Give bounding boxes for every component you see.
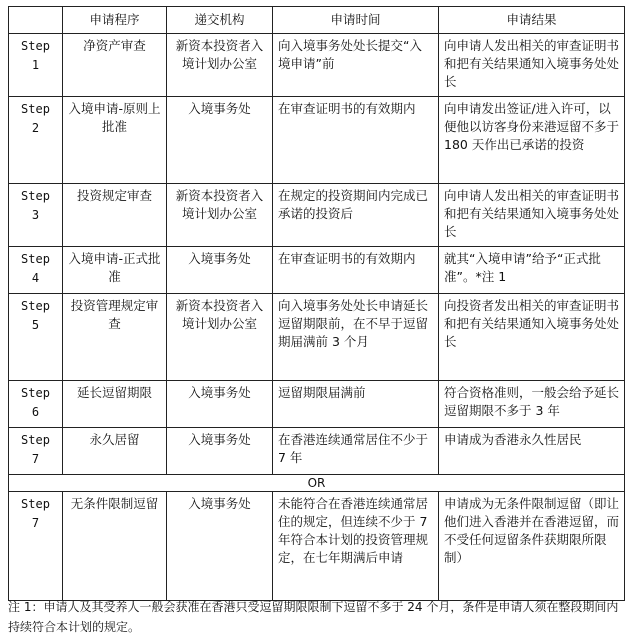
table-row [9, 97, 625, 184]
procedure-cell: 延长逗留期限 [63, 381, 167, 428]
step-cell: Step 2 [9, 97, 63, 184]
time-cell: 逗留期限届满前 [273, 381, 439, 428]
header-time: 申请时间 [273, 7, 439, 34]
table-row [9, 294, 625, 381]
agency-cell: 新资本投资者入境计划办公室 [167, 34, 273, 97]
time-cell: 向入境事务处处长提交“入境申请”前 [273, 34, 439, 97]
header-procedure: 申请程序 [63, 7, 167, 34]
step-cell: Step 1 [9, 34, 63, 97]
time-cell: 向入境事务处处长申请延长逗留期限前，在不早于逗留期届满前 3 个月 [273, 294, 439, 381]
result-cell: 申请成为香港永久性居民 [439, 428, 625, 475]
application-steps-table [8, 6, 625, 601]
procedure-cell: 投资规定审查 [63, 184, 167, 247]
procedure-cell: 入境申请-原则上批准 [63, 97, 167, 184]
table-row [9, 184, 625, 247]
step-cell: Step 6 [9, 381, 63, 428]
footnote: 注 1：申请人及其受养人一般会获准在香港只受逗留期限限制下逗留不多于 24 个月，条件是申请人须在整段期间内持续符合本计划的规定。 [8, 600, 619, 634]
result-cell: 向投资者发出相关的审查证明书和把有关结果通知入境事务处处长 [439, 294, 625, 381]
or-separator: OR [9, 475, 625, 492]
result-cell: 向申请人发出相关的审查证明书和把有关结果通知入境事务处处长 [439, 184, 625, 247]
time-cell: 未能符合在香港连续通常居住的规定，但连续不少于 7 年符合本计划的投资管理规定，在七年期满后申请 [273, 492, 439, 601]
time-cell: 在审查证明书的有效期内 [273, 97, 439, 184]
result-cell: 符合资格准则，一般会给予延长逗留期限不多于 3 年 [439, 381, 625, 428]
result-cell: 向申请发出签证/进入许可，以便他以访客身份来港逗留不多于 180 天作出已承诺的投资 [439, 97, 625, 184]
step-cell: Step 4 [9, 247, 63, 294]
table-row [9, 492, 625, 601]
table-row [9, 381, 625, 428]
procedure-cell: 入境申请-正式批准 [63, 247, 167, 294]
header-agency: 递交机构 [167, 7, 273, 34]
agency-cell: 入境事务处 [167, 381, 273, 428]
agency-cell: 入境事务处 [167, 247, 273, 294]
or-row [9, 475, 625, 492]
step-cell: Step 7 [9, 428, 63, 475]
header-step [9, 7, 63, 34]
time-cell: 在审查证明书的有效期内 [273, 247, 439, 294]
agency-cell: 入境事务处 [167, 97, 273, 184]
agency-cell: 新资本投资者入境计划办公室 [167, 184, 273, 247]
agency-cell: 入境事务处 [167, 428, 273, 475]
agency-cell: 入境事务处 [167, 492, 273, 601]
step-cell: Step 7 [9, 492, 63, 601]
agency-cell: 新资本投资者入境计划办公室 [167, 294, 273, 381]
procedure-cell: 永久居留 [63, 428, 167, 475]
table-header-row [9, 7, 625, 34]
result-cell: 就其“入境申请”给予“正式批准”。*注 1 [439, 247, 625, 294]
procedure-cell: 投资管理规定审查 [63, 294, 167, 381]
time-cell: 在规定的投资期间内完成已承诺的投资后 [273, 184, 439, 247]
result-cell: 申请成为无条件限制逗留（即让他们进入香港并在香港逗留，而不受任何逗留条件获期限所限制） [439, 492, 625, 601]
table-row [9, 34, 625, 97]
table-row [9, 428, 625, 475]
time-cell: 在香港连续通常居住不少于 7 年 [273, 428, 439, 475]
procedure-cell: 无条件限制逗留 [63, 492, 167, 601]
procedure-cell: 净资产审查 [63, 34, 167, 97]
step-cell: Step 3 [9, 184, 63, 247]
result-cell: 向申请人发出相关的审查证明书和把有关结果通知入境事务处处长 [439, 34, 625, 97]
header-result: 申请结果 [439, 7, 625, 34]
step-cell: Step 5 [9, 294, 63, 381]
table-row [9, 247, 625, 294]
